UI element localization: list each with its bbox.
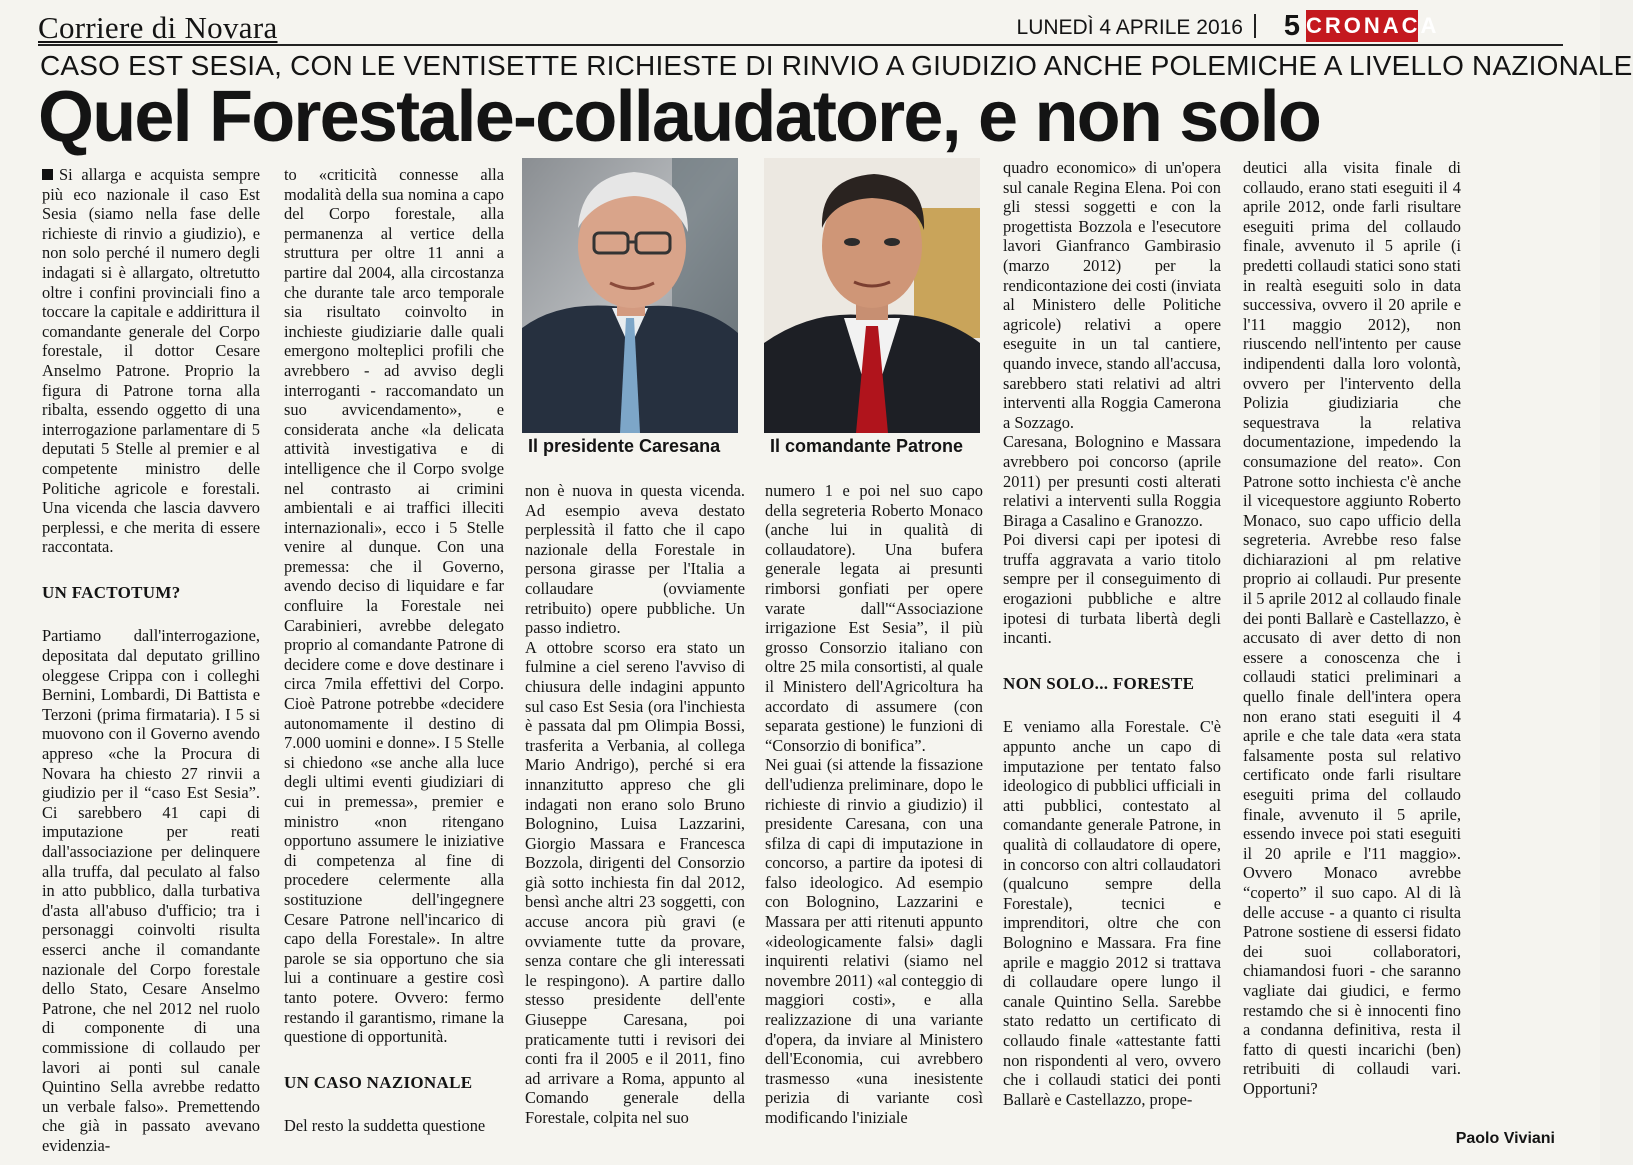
paragraph: Del resto la suddetta questione xyxy=(284,1116,486,1136)
header-divider xyxy=(1254,14,1256,38)
article-column-4 xyxy=(765,481,983,1130)
paragraph: Poi diversi capi per ipotesi di truffa aggravata a vario titolo sempre per il conseguimento di erogazioni pubbliche e altre ipotesi di turbata libertà degli incanti. xyxy=(1003,530,1221,648)
section-label: CRONACA xyxy=(1306,10,1418,42)
photo-caresana xyxy=(522,158,738,433)
paragraph: Si allarga e acquista sempre più eco nazionale il caso Est Sesia (siamo nella fase delle richieste di rinvio a giudizio), e non solo perché il numero degli indagati si è allargato, oltretutto oltre i confini provinciali fino a toccare la capitale e addirittura il comandante generale del Corpo forestale, il dottor Cesare Anselmo Patrone. Proprio la figura di Patrone torna alla ribalta, essendo oggetto di una interrogazione parlamentare di 5 deputati 5 Stelle al premier e al competente ministro delle Politiche agricole e forestali. Una vicenda che lascia davvero perplessi, e che merita di essere raccontata. xyxy=(42,165,260,557)
paragraph: Partiamo dall'interrogazione, depositata dal deputato grillino oleggese Crippa con i colleghi Bernini, Lombardi, Di Battista e Terzoni (prima firmataria). I 5 si muovono con il Governo avendo appreso «che la Procura di Novara ha chiesto 27 rinvii a giudizio per il “caso Est Sesia”. Ci sarebbero 41 capi di imputazione per reati dall'associazione per delinquere alla truffa, dal peculato al falso in atto pubblico, dalla turbativa d'asta all'abuso d'ufficio; tra i personaggi coinvolti risulta esserci anche il comandante nazionale del Corpo forestale dello Stato, Cesare Anselmo Patrone, che nel 2012 nel ruolo di componente di una commissione di collaudo per lavori ai ponti sul canale Quintino Sella avrebbe redatto un verbale falso». Premettendo che già in passato avevano evidenzia- xyxy=(42,626,260,1155)
article-column-5 xyxy=(1003,158,1221,1130)
paragraph: Nei guai (si attende la fissazione dell'udienza preliminare, dopo le richieste di rinvio a giudizio) il presidente Caresana, con una sfilza di capi di imputazione in concorso, a partire da ipotesi di falso ideologico. Ad esempio con Bolognino, Lazzarini e Massara per atti ritenuti appunto «ideologicamente falsi» dagli inquirenti relativi (siamo nel novembre 2011) «al conteggio di maggiori costi», e alla realizzazione di una variante d'opera, da inviare al Ministero dell'Economia, cui avrebbero trasmesso «una inesistente perizia di variante così modificando l'iniziale xyxy=(765,755,983,1127)
bullet-icon xyxy=(42,169,53,180)
paragraph: quadro economico» di un'opera sul canale Regina Elena. Poi con gli stessi soggetti e con la progettista Bozzola e l'esecutore lavori Gianfranco Gambirasio (marzo 2012) per la rendicontazione dei costi (inviata al Ministero delle Politiche agricole) relativi a opere eseguite in un tal cantiere, quando invece, stando all'accusa, sarebbero stati relativi ad altri interventi alla Roggia Camerona a Sozzago. xyxy=(1003,158,1222,432)
photo-caption-caresana: Il presidente Caresana xyxy=(528,436,721,456)
paragraph: to «criticità connesse alla modalità della sua nomina a capo del Corpo forestale, alla permanenza al vertice della struttura per oltre 11 anni a partire dal 2004, alla circostanza che durante tale arco temporale sia risultato coinvolto in inchieste giudiziarie dalle quali emergono molteplici profili che avrebbero - ad avviso degli interroganti - raccomandato un suo avvicendamento», e considerata anche «la delicata attività investigativa e di intelligence che il Corpo svolge nel contrasto ai crimini ambientali e ai traffici illeciti internazionali», ecco i 5 Stelle venire al dunque. Con una premessa: che il Governo, avendo deciso di liquidare e far confluire la Forestale nei Carabinieri, avrebbe delegato proprio al comandante Patrone di decidere come e dove destinare i circa 7mila effettivi del Corpo. Cioè Patrone potrebbe «decidere autonomamente il destino di 7.000 uomini e donne». I 5 Stelle si chiedono «se anche alla luce degli ultimi eventi giudiziari di cui in premessa», premier e ministro «non ritengano opportuno assumere le iniziative di competenza al fine di procedere celermente alla sostituzione dell'ingegnere Cesare Patrone nell'incarico di capo della Forestale». In altre parole se sia opportuno che sia lui a continuare a gestire così tanto potere. Ovvero: fermo restando il garantismo, rimane la questione di opportunità. xyxy=(284,165,504,1047)
portrait-image xyxy=(764,158,980,433)
masthead xyxy=(38,8,1563,46)
kicker: CASO EST SESIA, CON LE VENTISETTE RICHIESTE DI RINVIO A GIUDIZIO ANCHE POLEMICHE A LIVELLO NAZIONALE xyxy=(40,50,1633,81)
subhead-caso-nazionale: UN CASO NAZIONALE xyxy=(284,1072,473,1092)
article-column-3 xyxy=(525,481,745,1130)
paragraph: A ottobre scorso era stato un fulmine a ciel sereno l'avviso di chiusura delle indagini appunto sul caso Est Sesia (ora l'inchiesta è passata dal pm Olimpia Bossi, trasferita a Verbania, al collega Mario Andrigo), perché si era innanzitutto appreso che gli indagati non erano solo Bruno Bolognino, Luisa Lazzarini, Giorgio Massara e Francesca Bozzola, dirigenti del Consorzio già sotto inchiesta fin dal 2012, bensì anche altri 23 soggetti, con accuse ancora più gravi (e ovviamente tutte da provare, senza contare che gli interessati le respingono). A partire dallo stesso presidente dell'ente Giuseppe Caresana, poi praticamente tutti i revisori dei conti fra il 2005 e il 2011, fino ad arrivare a Roma, appunto al Comando generale della Forestale, colpita nel suo xyxy=(525,637,745,1127)
paper-name: Corriere di Novara xyxy=(38,10,278,45)
paragraph: deutici alla visita finale di collaudo, erano stati eseguiti il 4 aprile 2012, onde farli risultare eseguiti prima del collaudo finale, avvenuto il 5 aprile (i predetti collaudi statici sono stati in realtà eseguiti solo in data successiva, ovvero il 20 aprile e l'11 maggio 2012), non riuscendo nell'intento per cause indipendenti dalla loro volontà, ovvero per l'intervento della Polizia giudiziaria che sequestrava la relativa documentazione, impedendo la consumazione del reato». Con Patrone sotto inchiesta c'è anche il vicequestore aggiunto Roberto Monaco, suo capo ufficio della segreteria. Avrebbe reso false dichiarazioni al pm relative proprio ai collaudi. Pur presente il 5 aprile 2012 al collaudo finale dei ponti Ballarè e Castellazzo, è accusato di aver detto di non essere a conoscenza che i collaudi statici preliminari a quello finale dell'intera opera non erano stati eseguiti il 4 aprile e che tale data «era stata falsamente posta sul relativo certificato onde farli risultare eseguiti prima del collaudo finale, avvenuto il 5 aprile, essendo invece poi stati eseguiti il 20 aprile e l'11 maggio». Ovvero Monaco avrebbe “coperto” il suo capo. Al di là delle accuse - a quanto ci risulta Patrone sostiene di essersi fidato dei suoi collaboratori, chiamandosi fuori - che saranno vagliate dai giudici, e fermo restamdo che si è innocenti fino a condanna definitiva, resta il fatto di questi incarichi (ben) retribuiti di collaudi vari. Opportuni? xyxy=(1243,158,1461,1098)
byline: Paolo Viviani xyxy=(1455,1130,1555,1147)
paragraph: non è nuova in questa vicenda. Ad esempio aveva destato perplessità il fatto che il capo nazionale della Forestale in persona girasse per l'Italia a collaudare (ovviamente retribuito) opere pubbliche. Un passo indietro. xyxy=(525,481,745,638)
paragraph: numero 1 e poi nel suo capo della segreteria Roberto Monaco (anche lui in qualità di collaudatore). Una bufera generale legata ai presunti rimborsi gonfiati per opere varate dall'“Associazione irrigazione Est Sesia”, il più grosso Consorzio italiano con oltre 25 mila consortisti, al quale il Ministero dell'Agricoltura ha accordato di assumere (con separata gestione) le funzioni di “Consorzio di bonifica”. xyxy=(765,481,983,755)
page-number: 5 xyxy=(1283,10,1300,42)
portrait-image xyxy=(522,158,738,433)
article-column-2 xyxy=(284,165,504,1136)
article-column-1 xyxy=(42,165,260,1155)
paragraph: E veniamo alla Forestale. C'è appunto anche un capo di imputazione per tentato falso ideologico di pubblici ufficiali in atti pubblici, contestato al comandante generale Patrone, in qualità di collaudatore di opere, in concorso con altri collaudatori (qualcuno sempre della Forestale), tecnici e imprenditori, oltre che con Bolognino e Massara. Fra fine aprile e maggio 2012 si trattava di collaudare opere lungo il canale Quintino Sella. Sarebbe stato redatto un certificato di collaudo finale «attestante fatti non rispondenti al vero, ovvero che i collaudi statici dei ponti Ballarè e Castellazzo, prope- xyxy=(1003,717,1221,1109)
article-column-6 xyxy=(1243,158,1461,1130)
subhead-non-solo-foreste: NON SOLO... FORESTE xyxy=(1003,673,1195,693)
paragraph: Caresana, Bolognino e Massara avrebbero poi concorso (aprile 2011) per presunti costi alterati relativi a interventi sulla Roggia Biraga a Casalino e Granozzo. xyxy=(1003,432,1221,530)
headline: Quel Forestale-collaudatore, e non solo xyxy=(38,77,1321,157)
issue-date: LUNEDÌ 4 APRILE 2016 xyxy=(1016,16,1243,39)
photo-caption-patrone: Il comandante Patrone xyxy=(770,436,964,456)
subhead-factotum: UN FACTOTUM? xyxy=(42,582,181,602)
photo-patrone xyxy=(764,158,980,433)
